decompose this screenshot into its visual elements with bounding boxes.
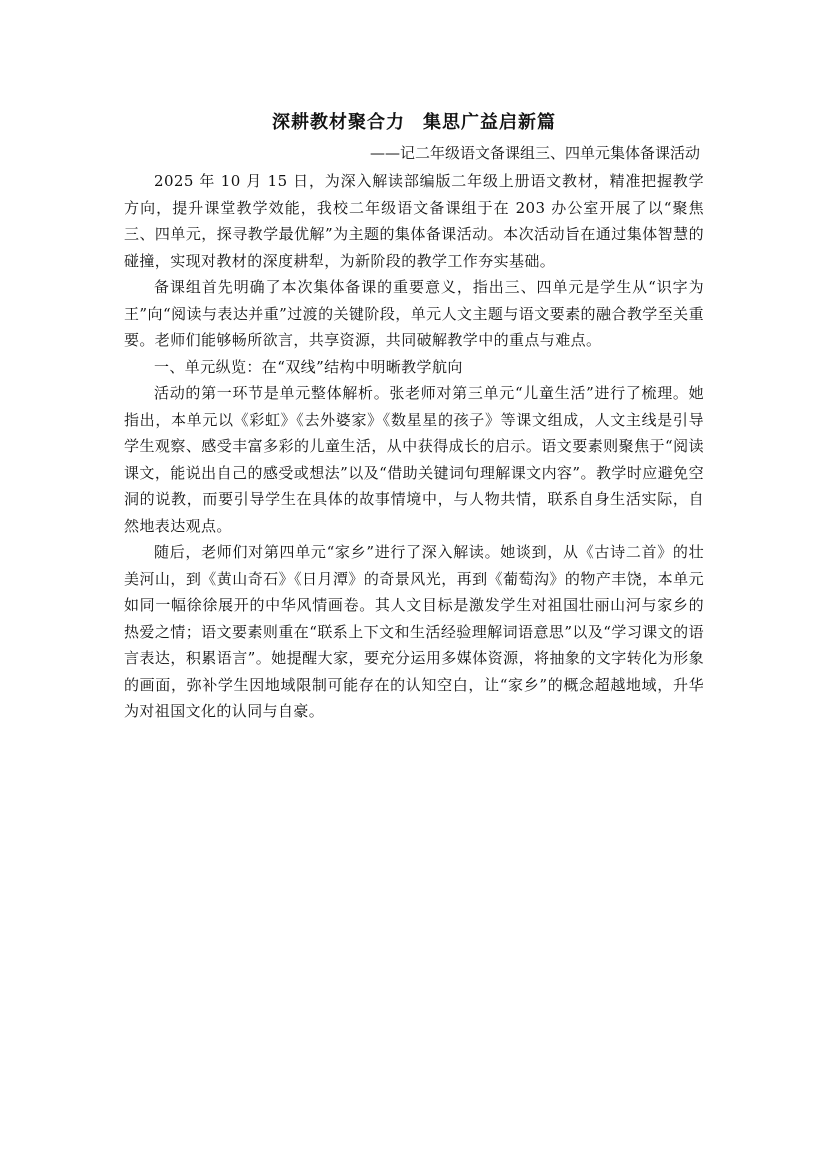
document-title xyxy=(124,108,704,138)
title-part-2: 集思广益启新篇 xyxy=(423,112,556,133)
document-subtitle: ——记二年级语文备课组三、四单元集体备课活动 xyxy=(369,144,700,162)
section-heading-1: 一、单元纵览：在“双线”结构中明晰教学航向 xyxy=(154,357,463,376)
title-part-1: 深耕教材聚合力 xyxy=(272,112,405,133)
paragraph-unit-three: 活动的第一环节是单元整体解析。张老师对第三单元“儿童生活”进行了梳理。她指出，本单元以《彩虹》《去外婆家》《数星星的孩子》等课文组成，人文主线是引导学生观察、感受丰富多彩的儿童生活，从中获得成长的启示。语文要素则聚焦于“阅读课文，能说出自己的感受或想法”以及“借助关键词句理解课文内容”。教学时应避免空洞的说教，而要引导学生在具体的故事情境中，与人物共情，联系自身生活实际，自然地表达观点。 xyxy=(124,384,704,535)
document-body xyxy=(124,108,704,725)
paragraph-intro: 2025 年 10 月 15 日，为深入解读部编版二年级上册语文教材，精准把握教学方向，提升课堂教学效能，我校二年级语文备课组于在 203 办公室开展了以“聚焦三、四单元，探寻教学最优解”为主题的集体备课活动。本次活动旨在通过集体智慧的碰撞，实现对教材的深度耕犁，为新阶段的教学工作夯实基础。 xyxy=(124,172,704,270)
paragraph-unit-four: 随后，老师们对第四单元“家乡”进行了深入解读。她谈到，从《古诗二首》的壮美河山，到《黄山奇石》《日月潭》的奇景风光，再到《葡萄沟》的物产丰饶，本单元如同一幅徐徐展开的中华风情画卷。其人文目标是激发学生对祖国壮丽山河与家乡的热爱之情；语文要素则重在“联系上下文和生活经验理解词语意思”以及“学习课文的语言表达，积累语言”。她提醒大家，要充分运用多媒体资源，将抽象的文字转化为形象的画面，弥补学生因地域限制可能存在的认知空白，让“家乡”的概念超越地域，升华为对祖国文化的认同与自豪。 xyxy=(124,543,704,720)
paragraph-significance: 备课组首先明确了本次集体备课的重要意义，指出三、四单元是学生从“识字为王”向“阅读与表达并重”过渡的关键阶段，单元人文主题与语文要素的融合教学至关重要。老师们能够畅所欲言，共享资源，共同破解教学中的重点与难点。 xyxy=(124,278,704,349)
